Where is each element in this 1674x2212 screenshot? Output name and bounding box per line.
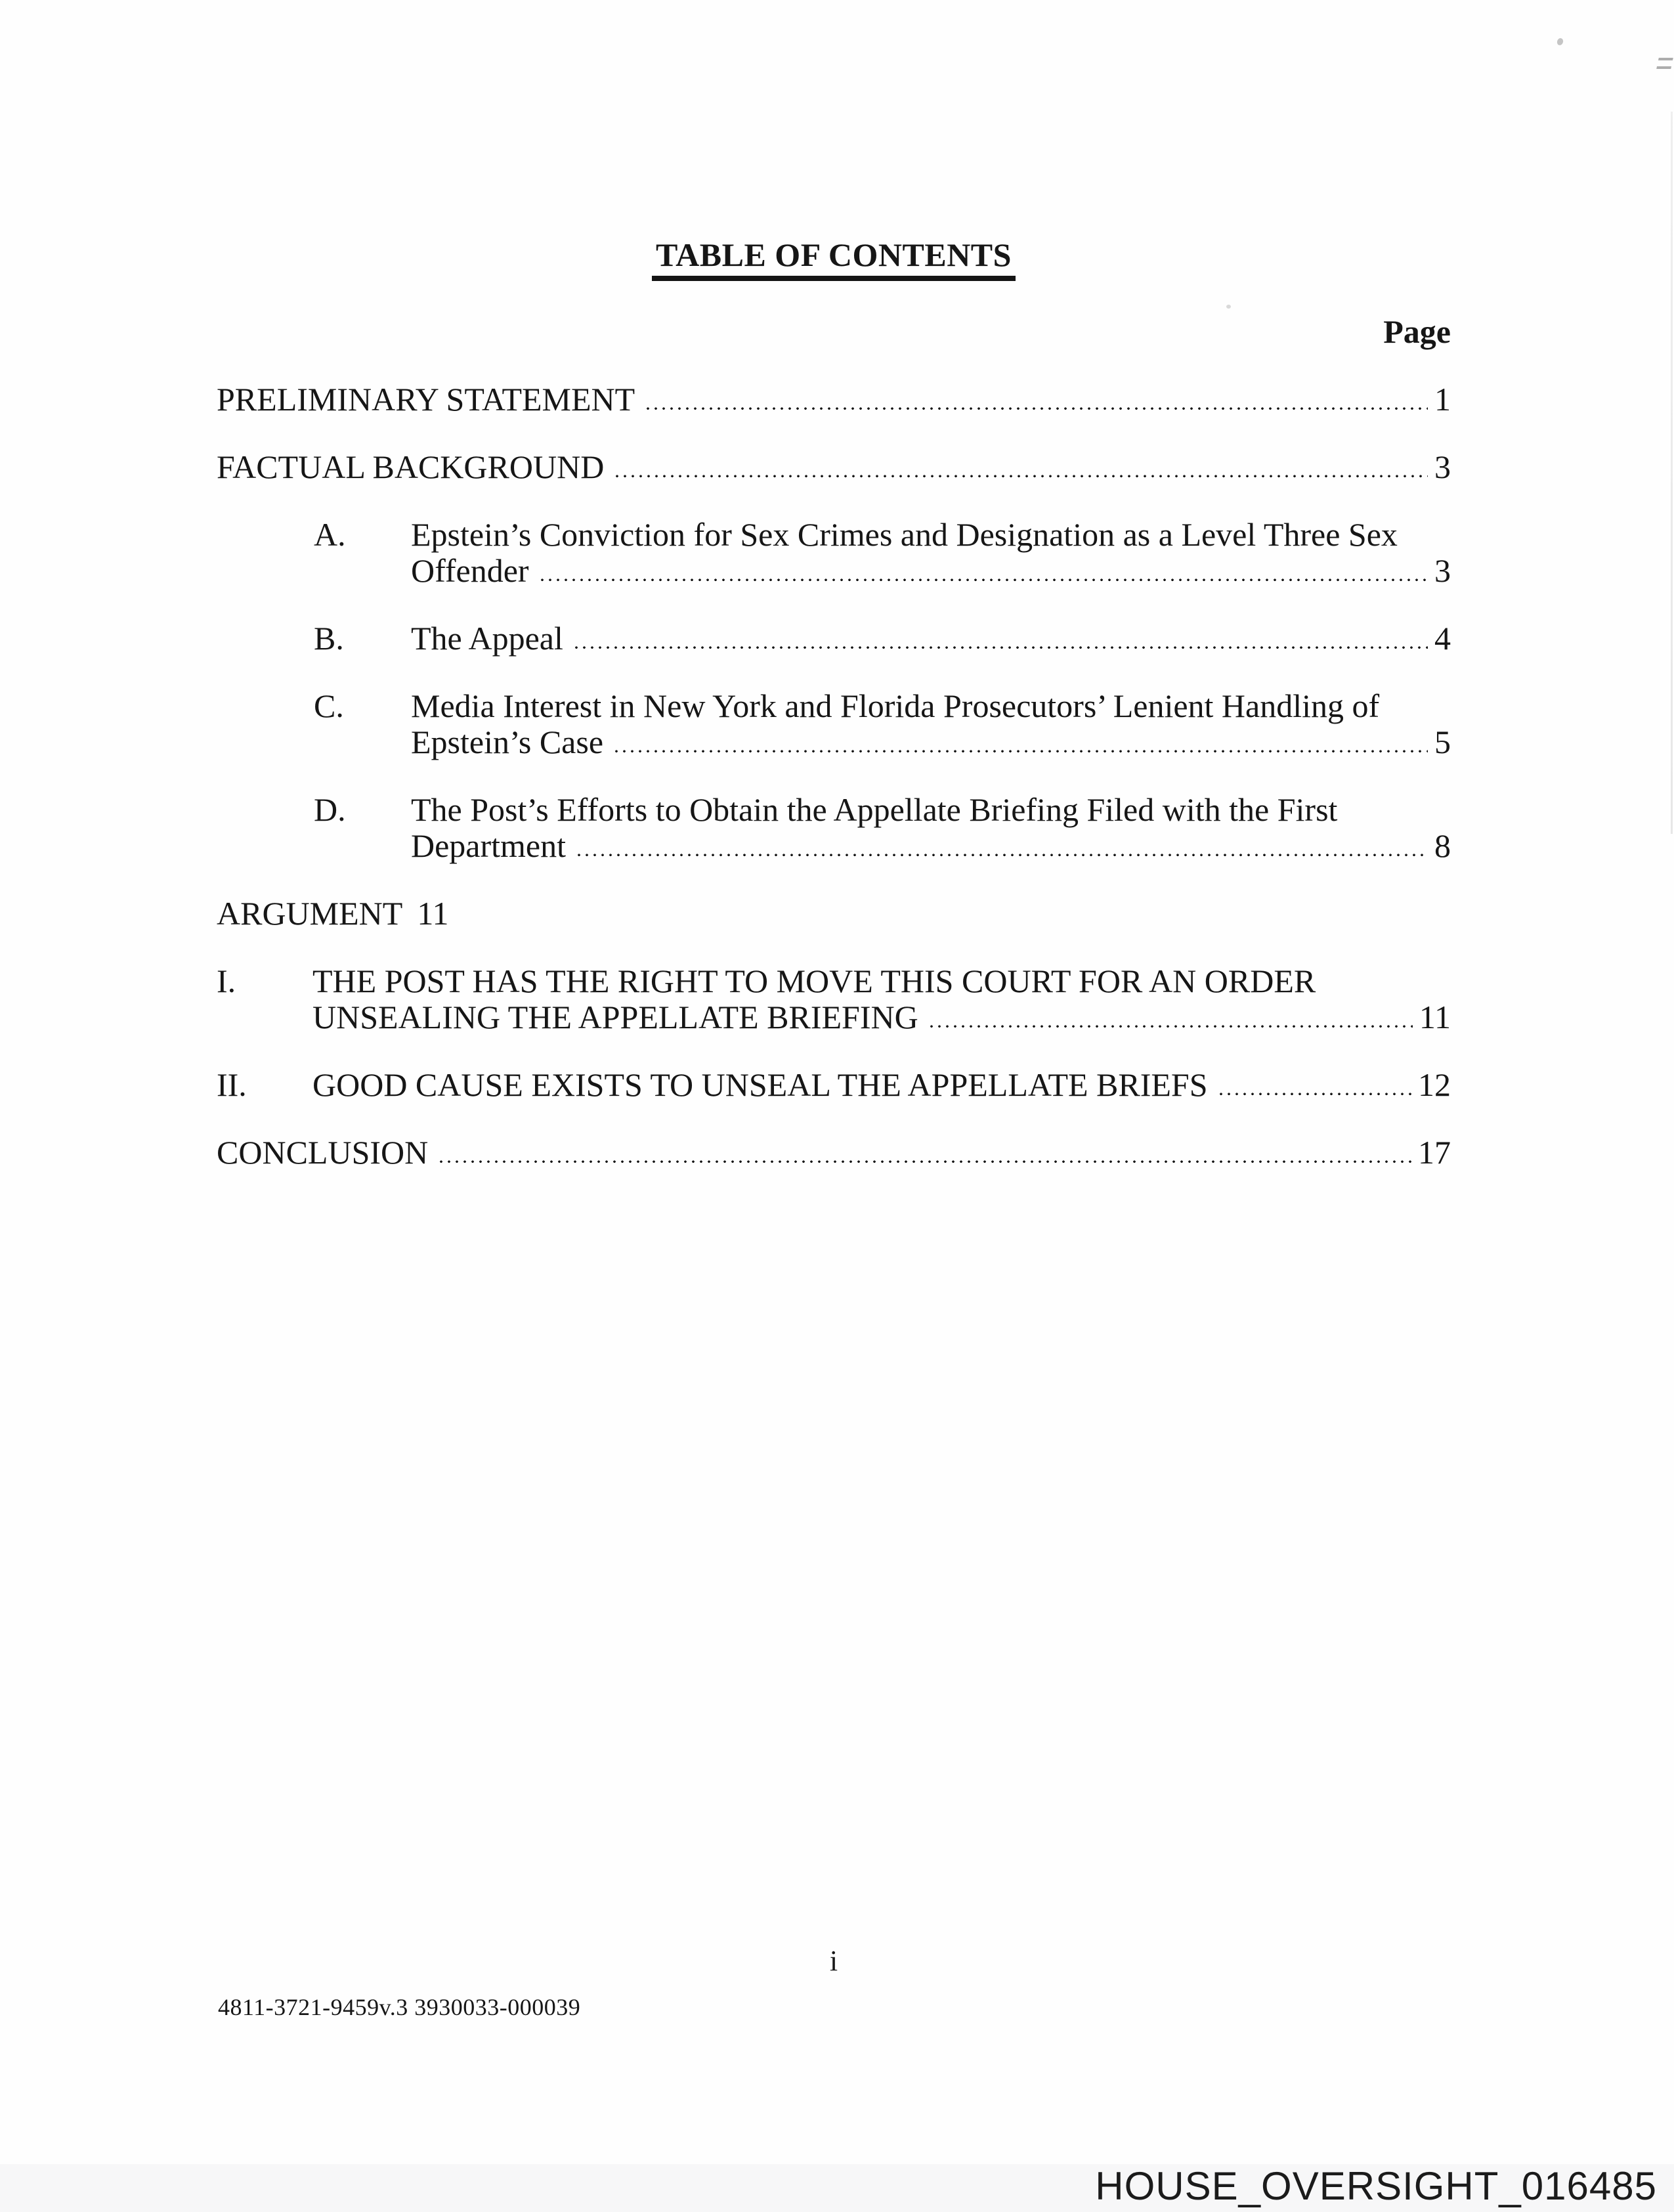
toc-entry xyxy=(217,381,1451,418)
dot-leader xyxy=(1217,1091,1411,1096)
page-title-text: TABLE OF CONTENTS xyxy=(652,237,1016,281)
toc-entry-text: UNSEALING THE APPELLATE BRIEFING xyxy=(312,999,918,1035)
toc-entry-label: II. xyxy=(217,1066,247,1103)
dot-leader xyxy=(928,1024,1413,1028)
toc-entry xyxy=(217,620,1451,657)
toc-entry-lines xyxy=(411,688,1451,760)
toc-entry xyxy=(217,963,1451,1035)
toc-entry-lines xyxy=(411,792,1451,864)
toc-entry-line xyxy=(217,1135,1451,1171)
toc-page-number: 3 xyxy=(1434,448,1451,485)
toc-page-number: 4 xyxy=(1434,620,1451,657)
toc-entry-label: I. xyxy=(217,963,236,999)
toc-entry-label: B. xyxy=(314,620,344,657)
dot-leader xyxy=(572,645,1428,649)
page-title xyxy=(217,237,1451,281)
toc-entry-lines xyxy=(217,449,1451,485)
toc-page-number: 12 xyxy=(1418,1066,1451,1103)
toc-entry-text: FACTUAL BACKGROUND xyxy=(217,448,605,485)
toc-entry-line: Media Interest in New York and Florida Prosecutors’ Lenient Handling of xyxy=(411,687,1380,724)
scan-mark xyxy=(1656,58,1673,69)
toc-entry-lines xyxy=(217,381,1451,418)
toc-entry-line xyxy=(312,999,1451,1035)
toc-entry xyxy=(217,1135,1451,1171)
toc-entry-label: A. xyxy=(314,516,346,553)
toc-entry-line: The Post’s Efforts to Obtain the Appellate Briefing Filed with the First xyxy=(411,791,1338,828)
toc-page-number: 1 xyxy=(1434,381,1451,418)
toc-entry-line xyxy=(217,896,1451,932)
toc-entry-text: Epstein’s Case xyxy=(411,724,604,760)
toc-page-number: 11 xyxy=(417,895,449,932)
toc-entry xyxy=(217,517,1451,589)
bates-stamp: HOUSE_OVERSIGHT_016485 xyxy=(1095,2164,1657,2208)
scan-edge-line xyxy=(1671,112,1673,834)
toc-page-number: 11 xyxy=(1419,999,1451,1035)
toc-entry xyxy=(217,896,1451,932)
dot-leader xyxy=(644,406,1428,410)
toc-entry xyxy=(217,792,1451,864)
toc-entry xyxy=(217,1067,1451,1103)
toc-entry-line xyxy=(411,828,1451,864)
toc-entry-lines xyxy=(312,963,1451,1035)
document-id-footer: 4811-3721-9459v.3 3930033-000039 xyxy=(218,1994,581,2020)
toc-list xyxy=(217,381,1451,1171)
toc-entry-line xyxy=(411,620,1451,657)
toc-entry-line xyxy=(217,449,1451,485)
toc-entry-lines xyxy=(312,1067,1451,1103)
toc-entry xyxy=(217,449,1451,485)
toc-entry-line xyxy=(312,1067,1451,1103)
toc-entry-lines xyxy=(217,1135,1451,1171)
toc-entry-text: CONCLUSION xyxy=(217,1134,429,1171)
toc-entry-label: C. xyxy=(314,687,344,724)
toc-page-number: 8 xyxy=(1434,827,1451,864)
toc-entry-text: GOOD CAUSE EXISTS TO UNSEAL THE APPELLATE BRIEFS xyxy=(312,1066,1208,1103)
page-column-header: Page xyxy=(1383,313,1451,350)
folio-page-number: i xyxy=(829,1945,838,1977)
toc-page-number: 5 xyxy=(1434,724,1451,760)
toc-page-number: 17 xyxy=(1418,1134,1451,1171)
toc-entry xyxy=(217,688,1451,760)
toc-entry-label: D. xyxy=(314,791,346,828)
toc-entry-lines xyxy=(411,517,1451,589)
toc-entry-line: THE POST HAS THE RIGHT TO MOVE THIS COURT FOR AN ORDER xyxy=(312,963,1316,999)
dot-leader xyxy=(437,1159,1411,1163)
toc-entry-lines xyxy=(411,620,1451,657)
dot-leader xyxy=(538,577,1428,582)
toc-entry-line: Epstein’s Conviction for Sex Crimes and Designation as a Level Three Sex xyxy=(411,516,1398,553)
toc-entry-text: The Appeal xyxy=(411,620,563,657)
toc-entry-lines xyxy=(217,896,1451,932)
toc-entry-text: Offender xyxy=(411,552,529,589)
dot-leader xyxy=(612,748,1428,753)
toc-entry-line xyxy=(411,553,1451,589)
toc-entry-text: Department xyxy=(411,827,567,864)
dot-leader xyxy=(575,852,1428,857)
dot-leader xyxy=(613,473,1428,478)
toc-entry-text: ARGUMENT xyxy=(217,895,403,932)
toc-content xyxy=(217,0,1451,1202)
scan-speck xyxy=(1556,37,1564,46)
toc-entry-line xyxy=(411,724,1451,760)
toc-entry-line xyxy=(217,381,1451,418)
scan-speck xyxy=(1226,305,1231,309)
toc-entry-text: PRELIMINARY STATEMENT xyxy=(217,381,635,418)
toc-page-number: 3 xyxy=(1434,552,1451,589)
